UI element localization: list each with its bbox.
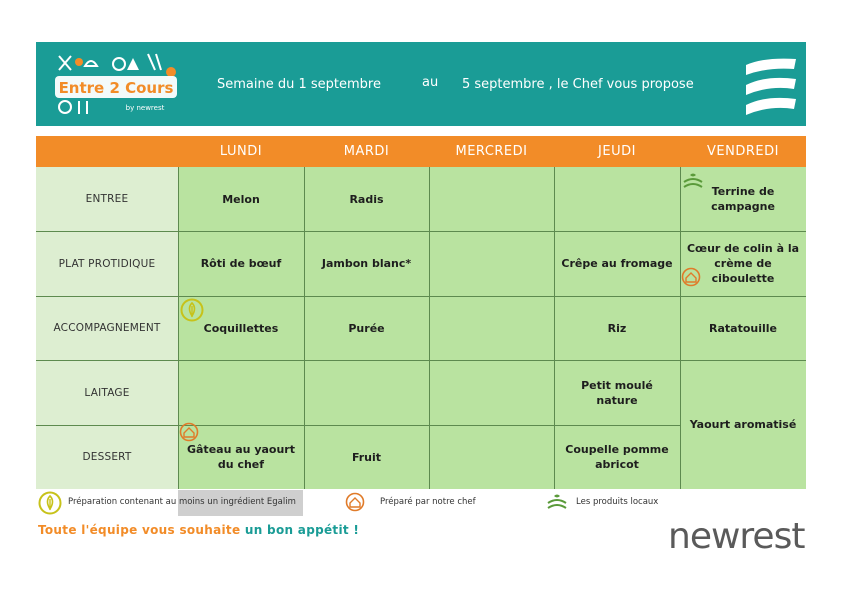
cell-jeudi-entree — [554, 167, 680, 231]
logo-sub: by newrest — [125, 104, 165, 112]
footer-part2: un bon appétit ! — [244, 523, 360, 537]
newrest-logo: newrest — [668, 516, 805, 557]
local-legend-icon — [546, 493, 568, 513]
cell-mercredi-plat — [429, 231, 554, 296]
cell-mercredi-laitage — [429, 360, 554, 425]
day-vendredi: VENDREDI — [707, 144, 779, 159]
chef-made-icon — [681, 267, 701, 287]
egalim-icon — [180, 298, 204, 322]
cell-vendredi-accompagnement: Ratatouille — [680, 296, 806, 360]
cell-mardi-entree: Radis — [304, 167, 429, 231]
grid-line — [36, 296, 806, 297]
row-label-dessert: DESSERT — [36, 425, 178, 489]
local-products-icon — [682, 172, 704, 192]
grid-line — [36, 231, 806, 232]
cell-vendredi-laitage-dessert: Yaourt aromatisé — [680, 360, 806, 489]
chef-made-icon — [179, 422, 199, 442]
cell-mercredi-accompagnement — [429, 296, 554, 360]
grid-line — [429, 167, 430, 489]
cell-mercredi-dessert — [429, 425, 554, 489]
footer-message — [38, 523, 359, 537]
cell-mardi-plat: Jambon blanc* — [304, 231, 429, 296]
entre-2-cours-logo — [53, 52, 181, 116]
legend-local: Les produits locaux — [576, 497, 659, 507]
cell-lundi-plat: Rôti de bœuf — [178, 231, 304, 296]
cell-lundi-accompagnement: Coquillettes — [178, 296, 304, 360]
egalim-legend-icon — [38, 491, 62, 515]
cell-jeudi-accompagnement: Riz — [554, 296, 680, 360]
cell-vendredi-entree: Terrine de campagne — [680, 167, 806, 231]
footer-part1: Toute l'équipe vous souhaite — [38, 523, 241, 537]
cell-jeudi-dessert: Coupelle pomme abricot — [554, 425, 680, 489]
day-mardi: MARDI — [343, 144, 390, 159]
row-label-laitage: LAITAGE — [36, 360, 178, 425]
row-label-plat: PLAT PROTIDIQUE — [36, 231, 178, 296]
grid-line — [36, 360, 806, 361]
cell-mardi-dessert: Fruit — [304, 425, 429, 489]
legend-egalim: Préparation contenant au moins un ingrédient Egalim — [68, 497, 296, 507]
cell-mardi-accompagnement: Purée — [304, 296, 429, 360]
week-mid: au — [422, 75, 439, 90]
cell-mardi-laitage — [304, 360, 429, 425]
grid-line — [554, 167, 555, 489]
week-prefix: Semaine du 1 septembre — [217, 77, 381, 92]
row-label-entree: ENTREE — [36, 167, 178, 231]
grid-line — [36, 425, 680, 426]
cell-lundi-laitage — [178, 360, 304, 425]
week-suffix: 5 septembre , le Chef vous propose — [462, 77, 694, 92]
chef-legend-icon — [345, 492, 365, 512]
day-lundi: LUNDI — [219, 144, 263, 159]
legend-chef: Préparé par notre chef — [380, 497, 476, 507]
wave-logo-icon — [744, 55, 798, 115]
cell-mercredi-entree — [429, 167, 554, 231]
row-label-accompagnement: ACCOMPAGNEMENT — [36, 296, 178, 360]
logo-text: Entre 2 Cours — [58, 79, 174, 97]
cell-lundi-dessert: Gâteau au yaourt du chef — [178, 425, 304, 489]
grid-line — [304, 167, 305, 489]
day-jeudi: JEUDI — [598, 144, 636, 159]
grid-line — [680, 167, 681, 489]
day-mercredi: MERCREDI — [455, 144, 528, 159]
cell-jeudi-plat: Crêpe au fromage — [554, 231, 680, 296]
cell-vendredi-plat: Cœur de colin à la crème de ciboulette — [680, 231, 806, 296]
cell-lundi-entree: Melon — [178, 167, 304, 231]
cell-jeudi-laitage: Petit moulé nature — [554, 360, 680, 425]
